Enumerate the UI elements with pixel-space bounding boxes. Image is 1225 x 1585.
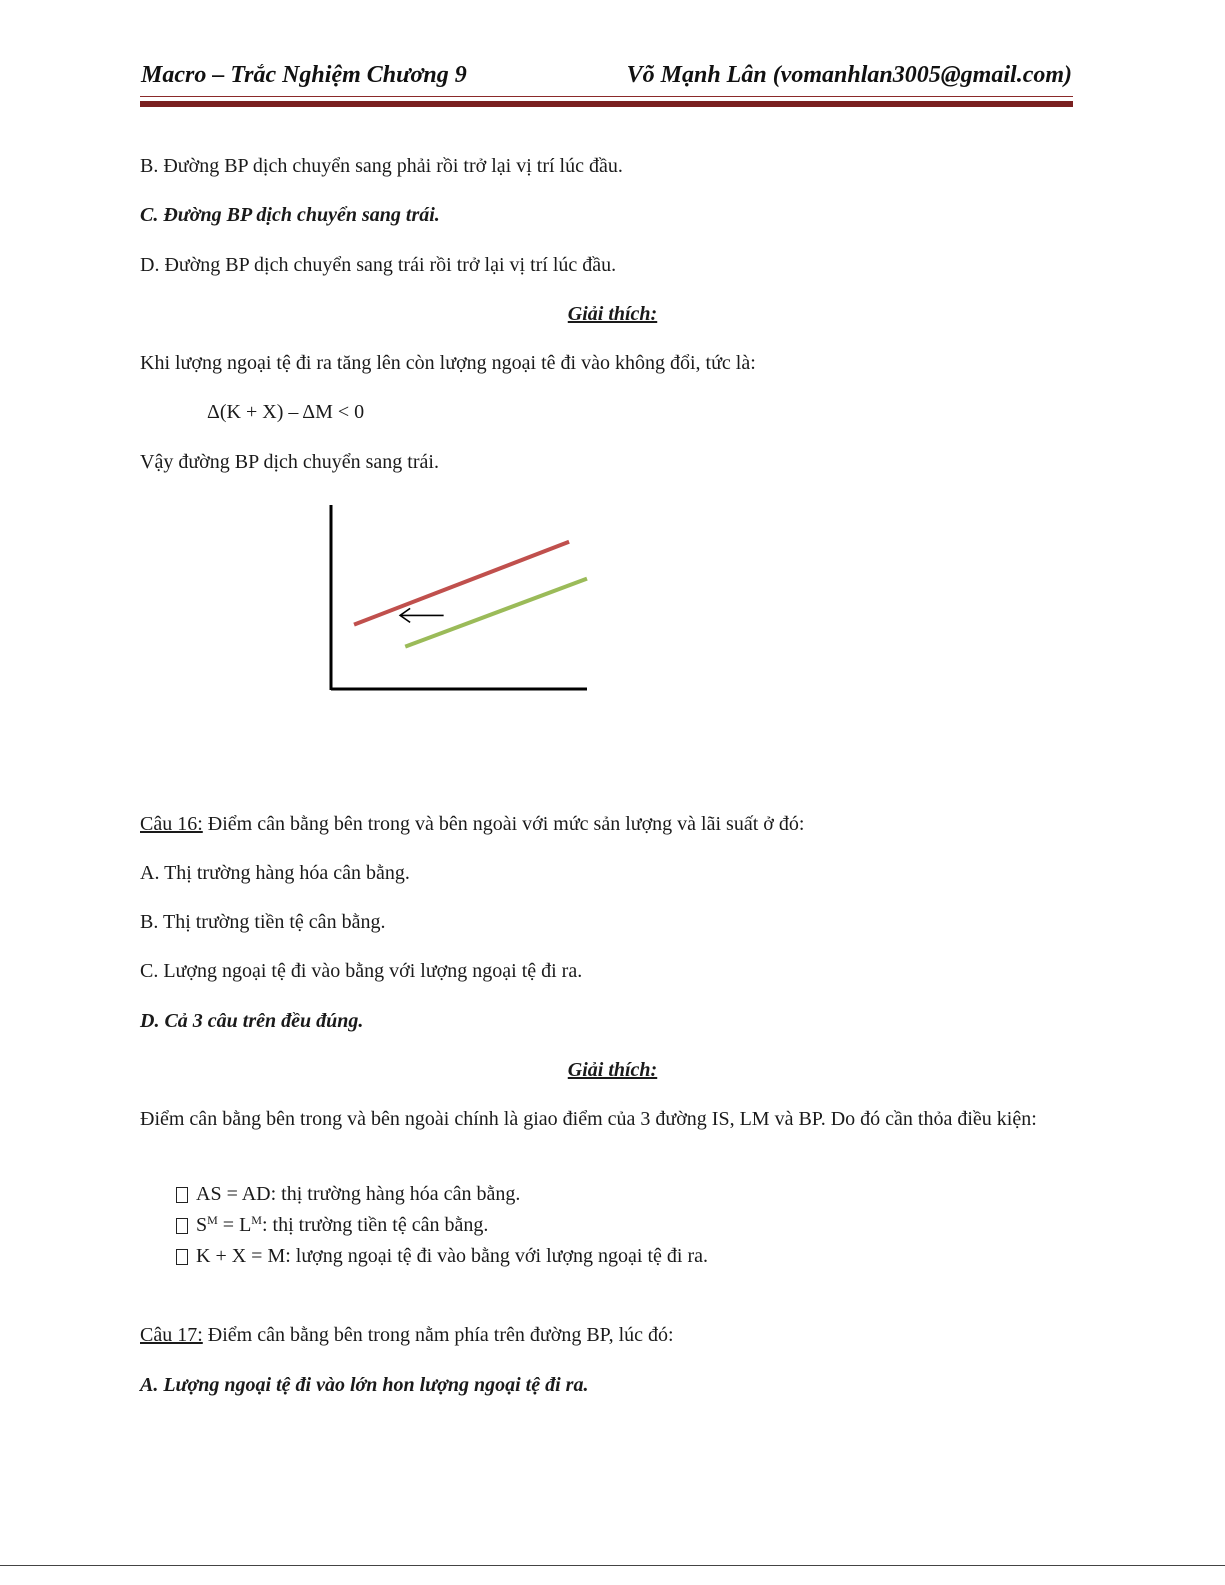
bullet-box-icon [176,1187,188,1203]
q15-option-d: D. Đường BP dịch chuyển sang trái rồi trở lại vị trí lúc đầu. [140,254,617,276]
q15-explain-title: Giải thích: [567,303,658,325]
q16-question-label: Câu 16: [140,813,203,835]
q16-option-a: A. Thị trường hàng hóa cân bằng. [140,862,410,884]
q16-explain-p1: Điểm cân bằng bên trong và bên ngoài chính là giao điểm của 3 đường IS, LM và BP. Do đó cần thỏa điều kiện: [140,1108,1037,1130]
q17-option-a-answer: A. Lượng ngoại tệ đi vào lớn hon lượng ngoại tệ đi ra. [140,1374,589,1396]
header-title: Macro – Trắc Nghiệm Chương 9 [141,62,467,88]
bullet-1-text: AS = AD: thị trường hàng hóa cân bằng. [196,1183,521,1205]
header-rule-thin [140,96,1073,97]
q16-explain-title: Giải thích: [567,1059,658,1081]
q17-question [140,1321,674,1349]
q15-explain-p2: Vậy đường BP dịch chuyển sang trái. [140,451,439,473]
q16-bullet-1 [176,1180,520,1208]
q15-formula: Δ(K + X) – ΔM < 0 [207,401,365,423]
footer-rule [0,1565,1225,1566]
q15-option-b: B. Đường BP dịch chuyển sang phải rồi trở lại vị trí lúc đầu. [140,155,623,177]
bullet-box-icon [176,1218,188,1234]
q16-option-d-answer: D. Cả 3 câu trên đều đúng. [140,1010,364,1032]
bullet-3-text: K + X = M: lượng ngoại tệ đi vào bằng với lượng ngoại tệ đi ra. [196,1245,709,1267]
bp-series-line-0 [354,542,569,625]
header-rule-thick [140,101,1073,107]
bp-shift-chart [322,500,602,700]
q15-explain-p1: Khi lượng ngoại tệ đi ra tăng lên còn lượng ngoại tê đi vào không đổi, tức là: [140,352,756,374]
q16-question-text: Điểm cân bằng bên trong và bên ngoài với mức sản lượng và lãi suất ở đó: [202,813,805,835]
q16-bullet-3 [176,1242,708,1270]
header-author: Võ Mạnh Lân (vomanhlan3005@gmail.com) [626,62,1072,88]
q16-option-b: B. Thị trường tiền tệ cân bằng. [140,911,386,933]
bp-series-line-1 [405,579,587,647]
q17-question-text: Điểm cân bằng bên trong nằm phía trên đường BP, lúc đó: [202,1324,674,1346]
bullet-box-icon [176,1249,188,1265]
shift-arrow-icon [400,608,444,622]
q16-bullet-2: $S^M = L^M$: thị trường tiền tệ cân bằng. [176,1211,488,1239]
q16-question [140,810,804,838]
q15-option-c-answer: C. Đường BP dịch chuyển sang trái. [140,204,440,226]
q17-question-label: Câu 17: [140,1324,203,1346]
q16-option-c: C. Lượng ngoại tệ đi vào bằng với lượng ngoại tệ đi ra. [140,960,583,982]
